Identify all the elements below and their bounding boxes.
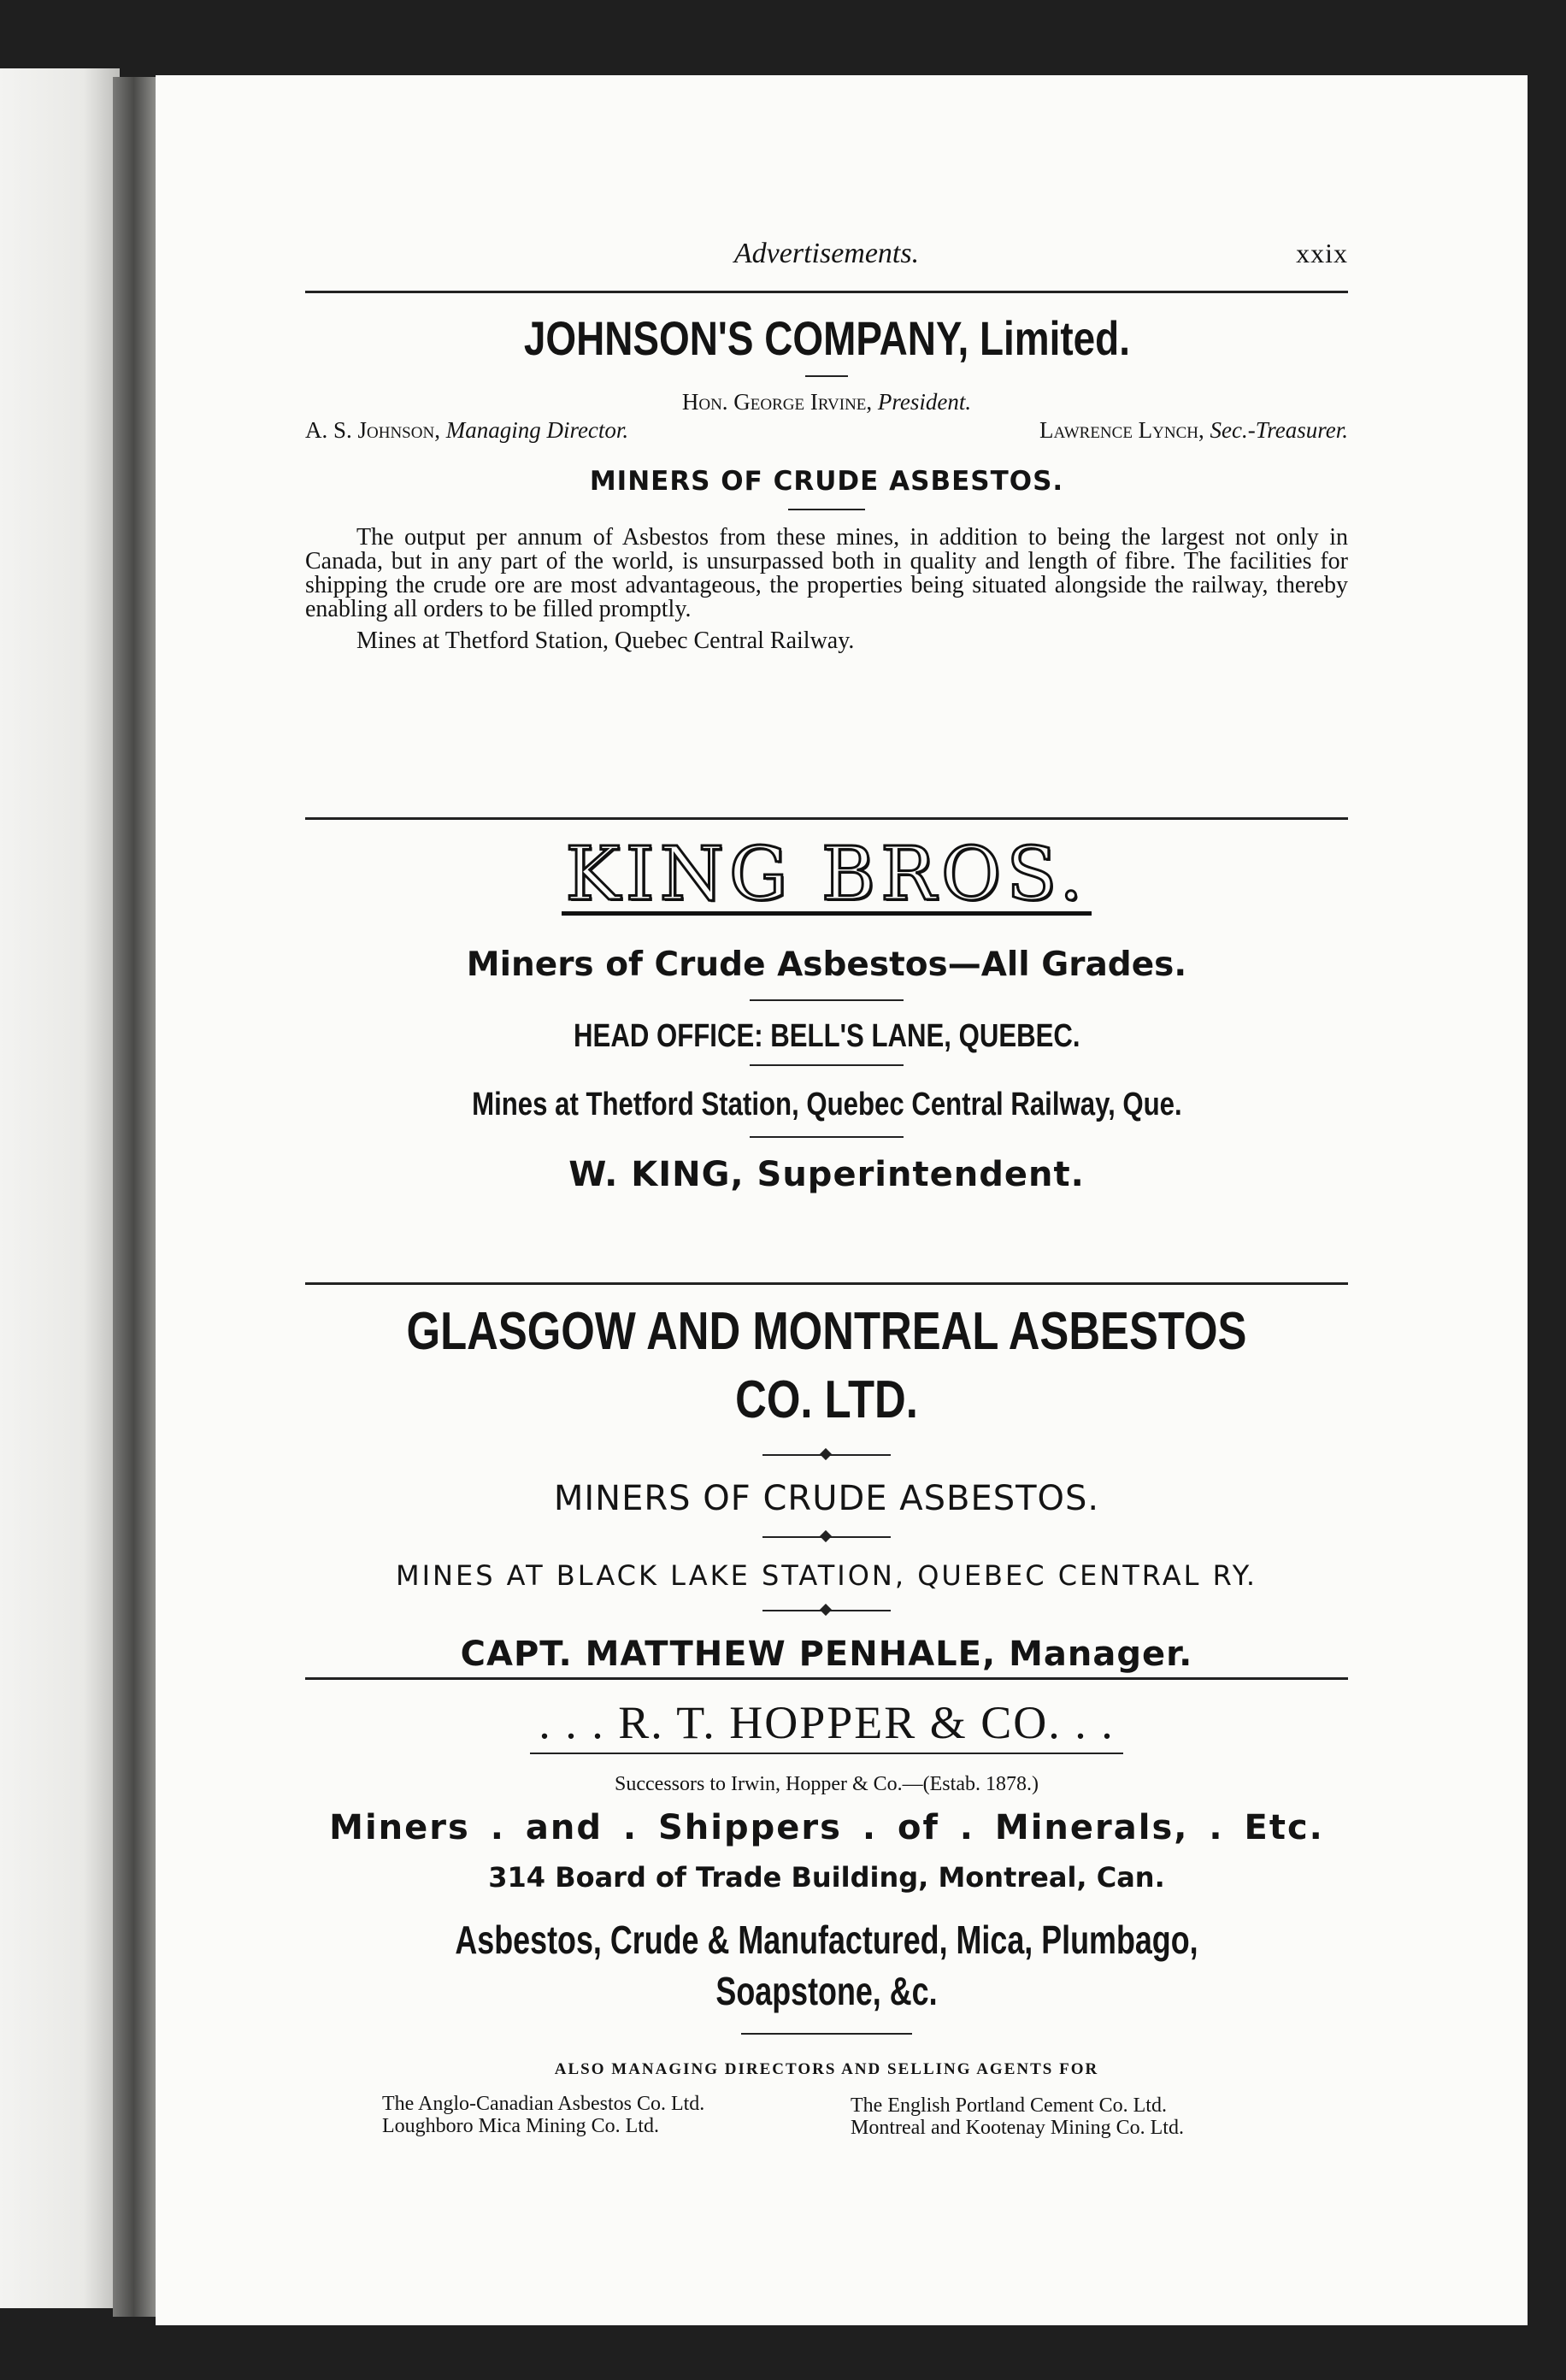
king-tagline: Miners of Crude Asbestos—All Grades. (466, 946, 1187, 984)
book-spine (113, 77, 160, 2317)
section-rule (305, 1282, 1348, 1285)
advertisement-page (156, 75, 1528, 2325)
johnson-president: Hon. George Irvine, President. (681, 389, 972, 415)
section-rule (305, 1677, 1348, 1680)
glasgow-manager: CAPT. MATTHEW PENHALE, Manager. (460, 1635, 1193, 1674)
agent-name: The Anglo-Canadian Asbestos Co. Ltd. (382, 2093, 705, 2115)
hopper-successors: Successors to Irwin, Hopper & Co.—(Estab. 1878.) (615, 1773, 1039, 1795)
agents-right-column (851, 2094, 1184, 2139)
johnson-mines: Mines at Thetford Station, Quebec Central Railway. (356, 627, 855, 654)
king-mines: Mines at Thetford Station, Quebec Central Railway, Que. (471, 1087, 1182, 1122)
divider (750, 1136, 904, 1138)
hopper-company-name: . . . R. T. HOPPER & CO. . . (530, 1696, 1123, 1754)
divider (750, 1064, 904, 1066)
johnson-tagline: MINERS OF CRUDE ASBESTOS. (589, 466, 1064, 497)
agent-name: Montreal and Kootenay Mining Co. Ltd. (851, 2117, 1184, 2139)
johnson-treasurer: Lawrence Lynch, Sec.-Treasurer. (1039, 417, 1348, 443)
header-title: Advertisements. (733, 238, 920, 269)
section-rule (305, 817, 1348, 820)
glasgow-company-name: GLASGOW AND MONTREAL ASBESTOS CO. LTD. (406, 1302, 1247, 1429)
johnson-officers (305, 416, 1348, 445)
glasgow-ad (305, 1298, 1348, 1674)
agent-name: Loughboro Mica Mining Co. Ltd. (382, 2115, 659, 2137)
diamond-divider (762, 1450, 891, 1460)
divider (788, 509, 865, 510)
king-ad (305, 832, 1348, 1194)
left-page-edge (0, 68, 120, 2308)
hopper-address: 314 Board of Trade Building, Montreal, Can. (488, 1861, 1165, 1894)
king-office: HEAD OFFICE: BELL'S LANE, QUEBEC. (573, 1018, 1080, 1054)
hopper-products: Asbestos, Crude & Manufactured, Mica, Plumbago, Soapstone, &c. (455, 1918, 1198, 2013)
hopper-tagline: Miners . and . Shippers . of . Minerals, . Etc. (329, 1808, 1324, 1847)
glasgow-mines: MINES AT BLACK LAKE STATION, QUEBEC CENTRAL RY. (395, 1559, 1258, 1592)
johnson-body: The output per annum of Asbestos from these mines, in addition to being the largest not only in Canada, but in any part of the world, is unsurpassed both in quality and length of fibre. The facilities for shipping the crude ore are most advantageous, the properties being situated alongside the railway, thereby enabling all orders to be filled promptly. (305, 524, 1348, 622)
diamond-divider (762, 1532, 891, 1542)
divider (805, 375, 848, 377)
hopper-agents-heading: ALSO MANAGING DIRECTORS AND SELLING AGENTS FOR (554, 2060, 1099, 2078)
page-number: xxix (1296, 238, 1348, 268)
johnson-director: A. S. Johnson, Managing Director. (305, 417, 629, 443)
diamond-divider (762, 1605, 891, 1616)
divider (741, 2033, 912, 2035)
johnson-company-name: JOHNSON'S COMPANY, Limited. (523, 311, 1130, 365)
header-rule (305, 291, 1348, 293)
agents-left-column (382, 2093, 704, 2137)
hopper-ad (305, 1696, 1348, 2153)
king-bros-logo: KING BROS. (305, 838, 1348, 927)
johnson-ad (305, 304, 1348, 656)
glasgow-tagline: MINERS OF CRUDE ASBESTOS. (553, 1479, 1100, 1518)
running-header (305, 238, 1348, 272)
king-superintendent: W. KING, Superintendent. (568, 1155, 1085, 1194)
agent-name: The English Portland Cement Co. Ltd. (851, 2094, 1167, 2117)
divider (750, 999, 904, 1001)
hopper-agents-list (305, 2093, 1348, 2153)
